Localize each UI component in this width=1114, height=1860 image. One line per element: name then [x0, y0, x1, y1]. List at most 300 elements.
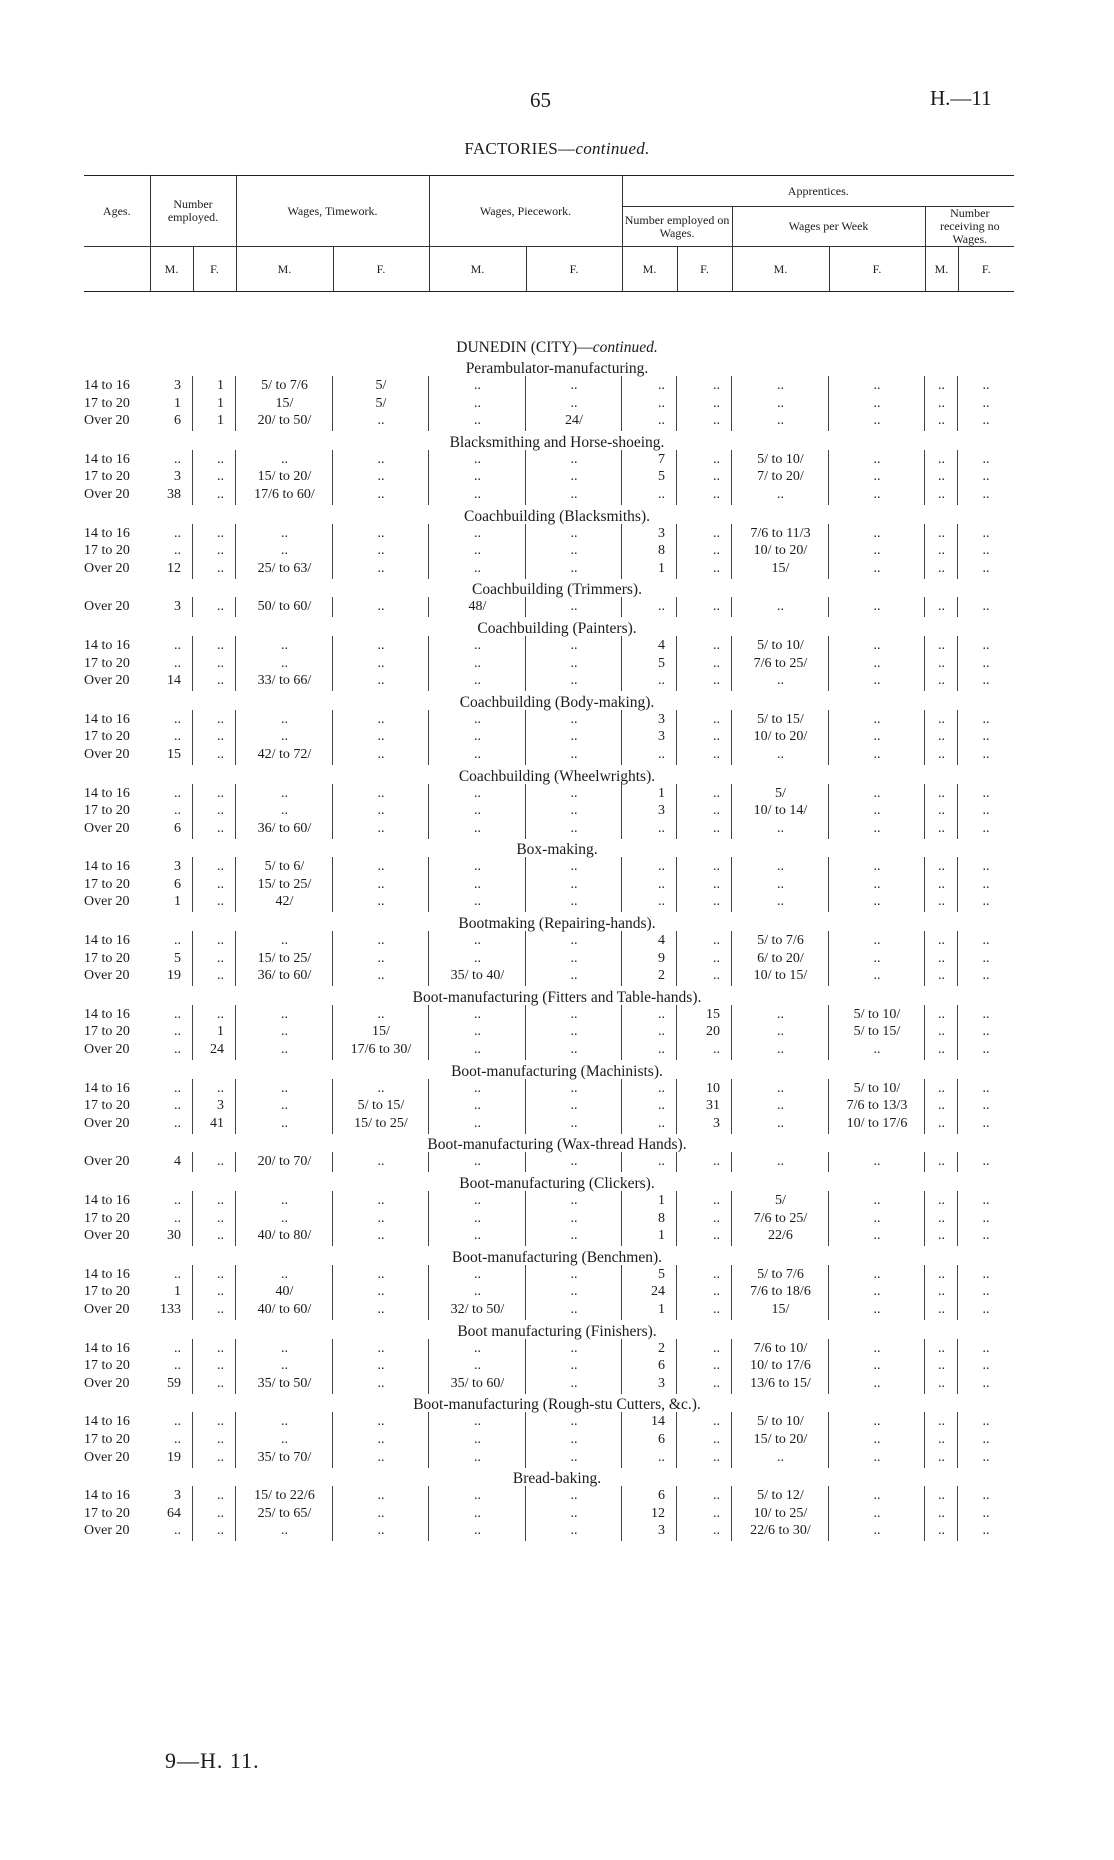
table-cell: 15 [706, 1006, 720, 1022]
table-cell: .. [281, 1006, 288, 1022]
table-cell: .. [217, 673, 224, 689]
table-cell: .. [658, 894, 665, 910]
table-cell: .. [474, 451, 481, 467]
table-cell: 10/ to 15/ [753, 968, 808, 984]
table-cell: .. [873, 785, 881, 801]
table-cell: .. [713, 1284, 720, 1300]
table-cell: .. [777, 1115, 784, 1131]
header-f: F. [677, 247, 732, 292]
table-cell: .. [938, 543, 945, 559]
table-cell: .. [713, 1266, 720, 1282]
table-cell: 7/ to 20/ [757, 469, 804, 485]
table-cell: .. [474, 894, 481, 910]
table-cell: .. [658, 599, 665, 615]
table-cell: .. [982, 395, 990, 411]
table-cell: .. [777, 894, 784, 910]
age-cell: Over 20 [84, 1523, 130, 1539]
age-cell: 14 to 16 [84, 1340, 130, 1356]
table-cell: .. [570, 1284, 578, 1300]
table-cell: .. [570, 859, 578, 875]
table-cell: .. [174, 785, 181, 801]
table-cell: .. [570, 968, 578, 984]
section-title: Coachbuilding (Blacksmiths). [464, 507, 650, 525]
table-row [0, 729, 1114, 747]
table-cell: .. [217, 1414, 224, 1430]
table-cell: 5/ to 7/6 [757, 1266, 804, 1282]
table-cell: .. [281, 1523, 288, 1539]
table-cell: 5/ to 15/ [853, 1024, 901, 1040]
table-cell: 24/ [565, 413, 583, 429]
age-cell: 14 to 16 [84, 785, 130, 801]
table-cell: .. [474, 820, 481, 836]
header-wages-piecework: Wages, Piecework. [429, 176, 622, 247]
table-cell: .. [474, 395, 481, 411]
table-cell: .. [713, 1154, 720, 1170]
table-row [0, 1414, 1114, 1432]
table-cell: .. [174, 729, 181, 745]
industry-section [0, 431, 1114, 505]
age-cell: Over 20 [84, 746, 130, 762]
table-cell: .. [982, 543, 990, 559]
table-cell: .. [217, 1431, 224, 1447]
table-cell: .. [570, 673, 578, 689]
table-cell: .. [873, 950, 881, 966]
table-row [0, 396, 1114, 414]
section-title: Boot-manufacturing (Machinists). [451, 1062, 663, 1080]
table-cell: .. [570, 543, 578, 559]
section-title: Boot-manufacturing (Benchmen). [451, 1248, 663, 1266]
table-cell: .. [873, 820, 881, 836]
age-cell: Over 20 [84, 894, 130, 910]
table-cell: .. [873, 711, 881, 727]
table-cell: .. [570, 655, 578, 671]
table-cell: .. [982, 655, 990, 671]
industry-section [0, 838, 1114, 912]
table-cell: 5/ to 15/ [357, 1098, 405, 1114]
table-row [0, 487, 1114, 505]
table-cell: .. [474, 1431, 481, 1447]
table-cell: .. [658, 746, 665, 762]
table-cell: 33/ to 66/ [257, 673, 312, 689]
table-cell: .. [713, 894, 720, 910]
table-cell: 42/ [275, 894, 294, 910]
age-cell: Over 20 [84, 1228, 130, 1244]
table-row [0, 1506, 1114, 1524]
table-cell: .. [377, 469, 385, 485]
table-cell: .. [938, 1449, 945, 1465]
table-cell: 35/ to 40/ [450, 968, 505, 984]
table-cell: .. [982, 1375, 990, 1391]
table-cell: .. [777, 395, 784, 411]
table-cell: .. [982, 1414, 990, 1430]
table-cell: .. [377, 1488, 385, 1504]
table-cell: 5/ [375, 378, 387, 393]
table-cell: .. [281, 1210, 288, 1226]
table-cell: .. [217, 933, 224, 949]
table-cell: .. [570, 1154, 578, 1170]
table-cell: .. [982, 525, 990, 541]
table-cell: .. [377, 1284, 385, 1300]
table-cell: .. [982, 673, 990, 689]
table-cell: .. [281, 785, 288, 801]
table-cell: .. [570, 525, 578, 541]
table-cell: .. [570, 1375, 578, 1391]
table-cell: .. [174, 1193, 181, 1208]
table-cell: .. [377, 711, 385, 727]
table-cell: 3 [658, 803, 665, 819]
table-cell: .. [713, 803, 720, 819]
table-cell: .. [873, 378, 881, 393]
table-cell: .. [570, 1431, 578, 1447]
age-cell: 14 to 16 [84, 711, 130, 727]
table-cell: .. [474, 729, 481, 745]
table-cell: 6 [658, 1488, 665, 1504]
table-cell: 14 [167, 673, 181, 689]
table-cell: .. [377, 933, 385, 949]
table-cell: .. [570, 1414, 578, 1430]
table-cell: .. [982, 469, 990, 485]
industry-section [0, 1320, 1114, 1394]
table-cell: .. [570, 894, 578, 910]
table-cell: 15/ to 20/ [257, 469, 312, 485]
table-cell: .. [570, 637, 578, 653]
table-cell: 10/ to 17/6 [846, 1115, 908, 1131]
section-title: Boot-manufacturing (Fitters and Table-hands). [412, 988, 702, 1006]
table-cell: .. [377, 803, 385, 819]
age-cell: 14 to 16 [84, 1193, 130, 1208]
table-row [0, 747, 1114, 765]
table-cell: .. [938, 486, 945, 502]
table-cell: .. [938, 933, 945, 949]
age-cell: 17 to 20 [84, 876, 130, 892]
table-cell: .. [217, 1375, 224, 1391]
table-cell: 15/ [771, 1301, 790, 1317]
table-cell: .. [713, 1414, 720, 1430]
table-cell: .. [777, 859, 784, 875]
table-cell: .. [474, 1488, 481, 1504]
table-cell: 40/ to 60/ [257, 1301, 312, 1317]
table-cell: .. [570, 1266, 578, 1282]
age-cell: Over 20 [84, 1449, 130, 1465]
table-cell: .. [982, 1301, 990, 1317]
table-cell: 1 [217, 413, 224, 429]
table-row [0, 1081, 1114, 1099]
table-cell: 3 [658, 711, 665, 727]
table-cell: 7 [658, 451, 665, 467]
table-cell: 3 [217, 1098, 224, 1114]
age-cell: Over 20 [84, 1154, 130, 1170]
table-cell: .. [217, 894, 224, 910]
header-number-employed: Number employed. [150, 176, 236, 247]
section-title: Boot manufacturing (Finishers). [457, 1322, 657, 1340]
table-cell: .. [570, 1193, 578, 1208]
industry-section [0, 1246, 1114, 1320]
table-row [0, 543, 1114, 561]
age-cell: 14 to 16 [84, 378, 130, 393]
table-cell: .. [474, 1266, 481, 1282]
table-row [0, 786, 1114, 804]
table-cell: .. [777, 820, 784, 836]
table-cell: .. [474, 876, 481, 892]
table-cell: .. [873, 1210, 881, 1226]
table-cell: .. [713, 378, 720, 393]
table-cell: .. [570, 1301, 578, 1317]
table-cell: .. [377, 1414, 385, 1430]
table-cell: 3 [174, 1488, 181, 1504]
table-cell: .. [570, 820, 578, 836]
table-row [0, 1024, 1114, 1042]
table-cell: .. [873, 1449, 881, 1465]
table-cell: .. [217, 1358, 224, 1374]
table-cell: .. [938, 413, 945, 429]
table-cell: 10/ to 20/ [753, 729, 808, 745]
age-cell: Over 20 [84, 1375, 130, 1391]
table-cell: .. [982, 933, 990, 949]
table-cell: .. [873, 729, 881, 745]
table-cell: .. [377, 1358, 385, 1374]
industry-section [0, 1467, 1114, 1541]
table-cell: .. [570, 395, 578, 411]
table-cell: 19 [167, 968, 181, 984]
table-cell: .. [217, 599, 224, 615]
table-cell: .. [873, 560, 881, 576]
table-cell: .. [777, 876, 784, 892]
table-cell: 5/ to 10/ [757, 451, 804, 467]
table-cell: .. [938, 1523, 945, 1539]
table-cell: .. [777, 599, 784, 615]
document-code: H.—11 [930, 86, 992, 110]
table-row [0, 821, 1114, 839]
table-cell: .. [474, 1115, 481, 1131]
table-cell: .. [777, 1154, 784, 1170]
table-cell: .. [377, 950, 385, 966]
table-cell: .. [938, 968, 945, 984]
table-row [0, 1228, 1114, 1246]
table-cell: .. [777, 1006, 784, 1022]
table-cell: .. [873, 746, 881, 762]
table-row [0, 1302, 1114, 1320]
age-cell: 14 to 16 [84, 1266, 130, 1282]
table-cell: .. [982, 1098, 990, 1114]
table-cell: .. [713, 413, 720, 429]
table-cell: .. [281, 1080, 288, 1096]
table-cell: 5/ [775, 1193, 786, 1208]
age-cell: 14 to 16 [84, 525, 130, 541]
table-cell: 15/ [275, 395, 294, 411]
table-cell: .. [938, 1375, 945, 1391]
table-cell: 5 [658, 655, 665, 671]
industry-section [0, 505, 1114, 579]
table-cell: .. [174, 1431, 181, 1447]
table-cell: 1 [217, 395, 224, 411]
age-cell: Over 20 [84, 486, 130, 502]
table-cell: .. [570, 803, 578, 819]
table-cell: 6 [174, 820, 181, 836]
table-cell: .. [217, 968, 224, 984]
table-cell: .. [777, 1449, 784, 1465]
table-cell: .. [982, 876, 990, 892]
table-cell: .. [938, 469, 945, 485]
table-cell: 1 [658, 1193, 665, 1208]
table-cell: .. [658, 1006, 665, 1022]
table-cell: .. [570, 1080, 578, 1096]
table-cell: 10/ to 25/ [753, 1505, 808, 1521]
table-cell: .. [217, 785, 224, 801]
table-cell: .. [938, 1193, 945, 1208]
table-cell: .. [658, 859, 665, 875]
table-cell: .. [281, 1414, 288, 1430]
table-cell: .. [174, 803, 181, 819]
table-row [0, 859, 1114, 877]
age-cell: Over 20 [84, 599, 130, 615]
table-cell: 35/ to 50/ [257, 1375, 312, 1391]
table-cell: .. [777, 1080, 784, 1096]
table-cell: .. [217, 1266, 224, 1282]
table-row [0, 803, 1114, 821]
table-cell: 7/6 to 10/ [753, 1340, 808, 1356]
age-cell: 17 to 20 [84, 1284, 130, 1300]
table-cell: .. [873, 968, 881, 984]
table-cell: 30 [167, 1228, 181, 1244]
table-cell: .. [377, 543, 385, 559]
table-cell: .. [938, 950, 945, 966]
age-cell: 14 to 16 [84, 1006, 130, 1022]
table-cell: .. [938, 859, 945, 875]
table-cell: 9 [658, 950, 665, 966]
table-cell: .. [873, 1154, 881, 1170]
table-cell: .. [713, 1375, 720, 1391]
header-f: F. [958, 247, 1014, 292]
table-cell: .. [377, 968, 385, 984]
table-cell: 15/ [372, 1024, 390, 1040]
table-cell: .. [982, 1006, 990, 1022]
table-cell: 6 [658, 1431, 665, 1447]
table-cell: .. [217, 746, 224, 762]
table-cell: .. [938, 746, 945, 762]
title-main: FACTORIES— [464, 139, 576, 158]
table-cell: 22/6 [768, 1228, 793, 1244]
table-cell: 3 [713, 1115, 720, 1131]
table-cell: .. [174, 543, 181, 559]
table-cell: 5/ to 10/ [757, 637, 804, 653]
table-cell: .. [658, 673, 665, 689]
table-cell: .. [217, 1505, 224, 1521]
age-cell: 17 to 20 [84, 469, 130, 485]
table-cell: .. [570, 1115, 578, 1131]
table-cell: 2 [658, 968, 665, 984]
table-cell: .. [570, 933, 578, 949]
table-cell: 20/ to 50/ [257, 413, 312, 429]
table-cell: .. [713, 1210, 720, 1226]
table-cell: .. [982, 894, 990, 910]
table-cell: .. [174, 637, 181, 653]
table-cell: .. [777, 486, 784, 502]
table-cell: .. [982, 637, 990, 653]
table-cell: .. [873, 1414, 881, 1430]
age-cell: 17 to 20 [84, 395, 130, 411]
table-cell: 64 [167, 1505, 181, 1521]
table-cell: 15/ [771, 560, 790, 576]
table-cell: .. [474, 1080, 481, 1096]
industry-section [0, 1172, 1114, 1246]
table-cell: .. [377, 1375, 385, 1391]
table-cell: .. [570, 1505, 578, 1521]
table-cell: 13/6 to 15/ [750, 1375, 811, 1391]
table-row [0, 413, 1114, 431]
table-cell: .. [982, 746, 990, 762]
table-row [0, 894, 1114, 912]
table-cell: 5/ to 15/ [757, 711, 804, 727]
table-cell: .. [570, 1228, 578, 1244]
table-cell: 14 [651, 1414, 665, 1430]
table-cell: .. [873, 1505, 881, 1521]
header-no-wages: Number receiving no Wages. [925, 207, 1014, 247]
district-italic: continued. [592, 339, 658, 356]
table-cell: .. [938, 525, 945, 541]
table-cell: 17/6 to 30/ [350, 1042, 412, 1058]
section-title: Coachbuilding (Body-making). [459, 693, 655, 711]
table-cell: .. [474, 413, 481, 429]
table-cell: .. [713, 673, 720, 689]
table-cell: .. [982, 803, 990, 819]
section-title: Blacksmithing and Horse-shoeing. [449, 433, 665, 451]
table-cell: .. [217, 1154, 224, 1170]
table-cell: .. [377, 1449, 385, 1465]
table-cell: .. [982, 1266, 990, 1282]
table-cell: .. [873, 894, 881, 910]
table-cell: 5/ to 10/ [853, 1080, 901, 1096]
table-cell: .. [217, 1210, 224, 1226]
table-cell: .. [873, 803, 881, 819]
table-cell: .. [377, 1228, 385, 1244]
table-cell: .. [658, 820, 665, 836]
table-cell: 5/ to 7/6 [261, 378, 308, 393]
header-m: M. [236, 247, 333, 292]
table-cell: .. [377, 1301, 385, 1317]
table-cell: .. [174, 1098, 181, 1114]
industry-section [0, 691, 1114, 765]
table-cell: 15 [167, 746, 181, 762]
table-cell: .. [873, 413, 881, 429]
table-row [0, 1450, 1114, 1468]
table-cell: .. [174, 933, 181, 949]
table-cell: .. [938, 1414, 945, 1430]
table-cell: .. [570, 451, 578, 467]
table-cell: .. [982, 1042, 990, 1058]
industry-section [0, 617, 1114, 691]
table-cell: .. [713, 746, 720, 762]
table-cell: 3 [658, 1375, 665, 1391]
table-row [0, 378, 1114, 396]
table-cell: .. [474, 655, 481, 671]
table-cell: .. [474, 525, 481, 541]
table-cell: .. [873, 543, 881, 559]
age-cell: 14 to 16 [84, 451, 130, 467]
table-cell: 15/ to 20/ [753, 1431, 808, 1447]
table-cell: .. [982, 1488, 990, 1504]
table-row [0, 1523, 1114, 1541]
table-cell: .. [873, 1266, 881, 1282]
table-cell: .. [474, 1449, 481, 1465]
table-cell: .. [570, 486, 578, 502]
sections-container [0, 357, 1114, 1541]
table-row [0, 469, 1114, 487]
table-row [0, 1007, 1114, 1025]
table-cell: .. [938, 1488, 945, 1504]
table-cell: 4 [658, 637, 665, 653]
table-cell: 12 [651, 1505, 665, 1521]
table-cell: .. [377, 1523, 385, 1539]
